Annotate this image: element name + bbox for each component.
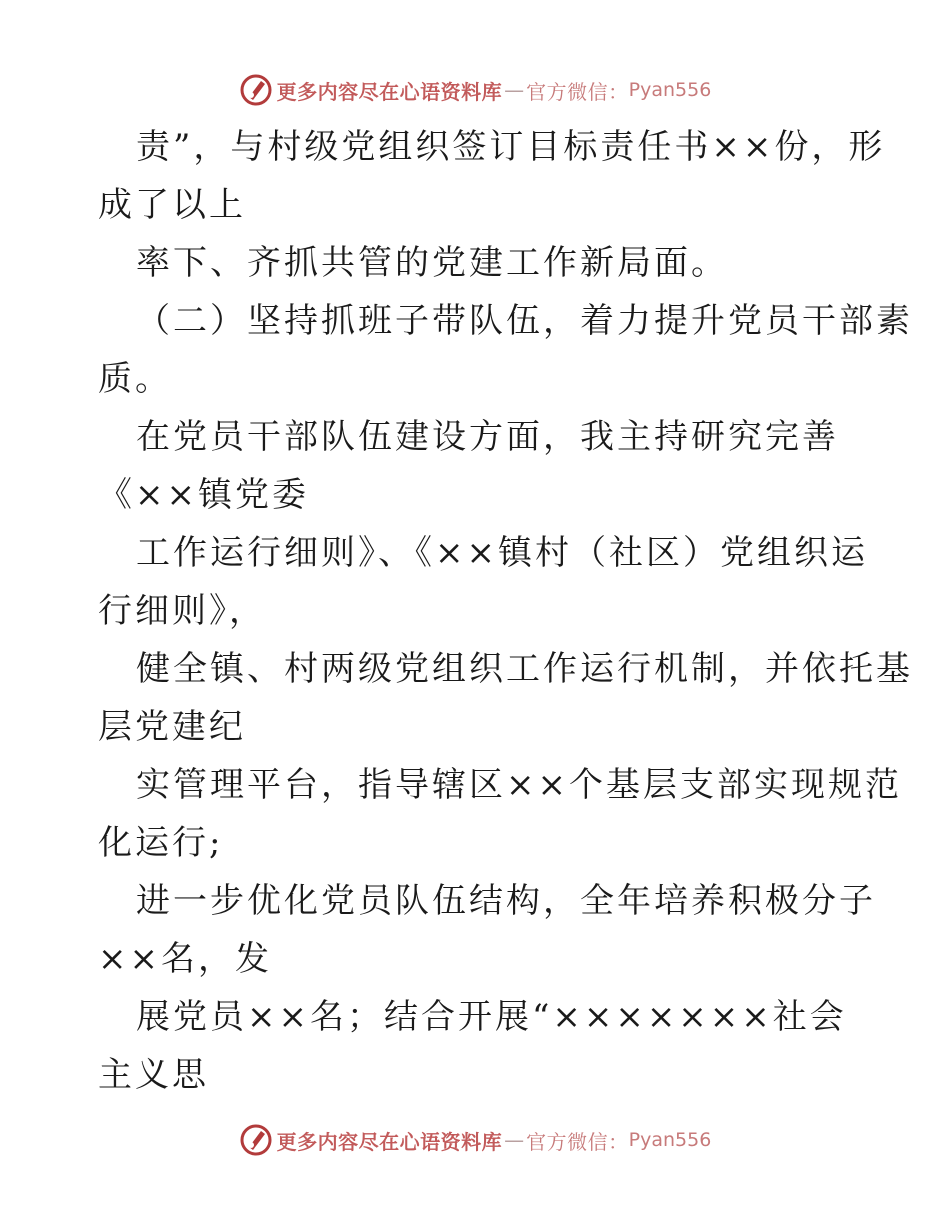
text-line: （二）坚持抓班子带队伍，着力提升党员干部素 bbox=[136, 301, 913, 341]
banner-separator: — bbox=[504, 78, 525, 102]
text-line: 质。 bbox=[98, 359, 172, 399]
banner-site-name: 更多内容尽在心语资料库 bbox=[276, 1129, 503, 1154]
banner-separator: — bbox=[504, 1128, 525, 1152]
text-line: 展党员××名；结合开展“×××××××社会 bbox=[136, 997, 847, 1037]
footer-banner bbox=[0, 1118, 950, 1162]
logo-icon bbox=[239, 1123, 273, 1157]
banner-wechat-id: Pyan556 bbox=[628, 1129, 712, 1151]
banner-wechat-label: 官方微信： bbox=[526, 1129, 629, 1154]
text-line: 实管理平台，指导辖区××个基层支部实现规范 bbox=[136, 765, 902, 805]
text-line: 责”，与村级党组织签订目标责任书××份，形 bbox=[136, 127, 886, 167]
text-line: 层党建纪 bbox=[98, 707, 246, 747]
text-line: 率下、齐抓共管的党建工作新局面。 bbox=[136, 243, 728, 283]
text-line: 健全镇、村两级党组织工作运行机制，并依托基 bbox=[136, 649, 913, 689]
banner-wechat-label: 官方微信： bbox=[526, 79, 629, 104]
logo-icon bbox=[239, 73, 273, 107]
text-line: 成了以上 bbox=[98, 185, 246, 225]
text-line: 行细则》， bbox=[98, 591, 266, 631]
banner-wechat-id: Pyan556 bbox=[628, 79, 712, 101]
text-line: 《××镇党委 bbox=[98, 475, 309, 515]
banner-site-name: 更多内容尽在心语资料库 bbox=[276, 79, 503, 104]
document-body bbox=[98, 118, 913, 1104]
text-line: 化运行; bbox=[98, 823, 224, 863]
text-line: 在党员干部队伍建设方面，我主持研究完善 bbox=[136, 417, 839, 457]
header-banner bbox=[0, 68, 950, 112]
text-line: 主义思 bbox=[98, 1055, 209, 1095]
text-line: 进一步优化党员队伍结构，全年培养积极分子 bbox=[136, 881, 876, 921]
text-line: 工作运行细则》、《××镇村（社区）党组织运 bbox=[136, 533, 868, 573]
text-line: ××名，发 bbox=[98, 939, 272, 979]
